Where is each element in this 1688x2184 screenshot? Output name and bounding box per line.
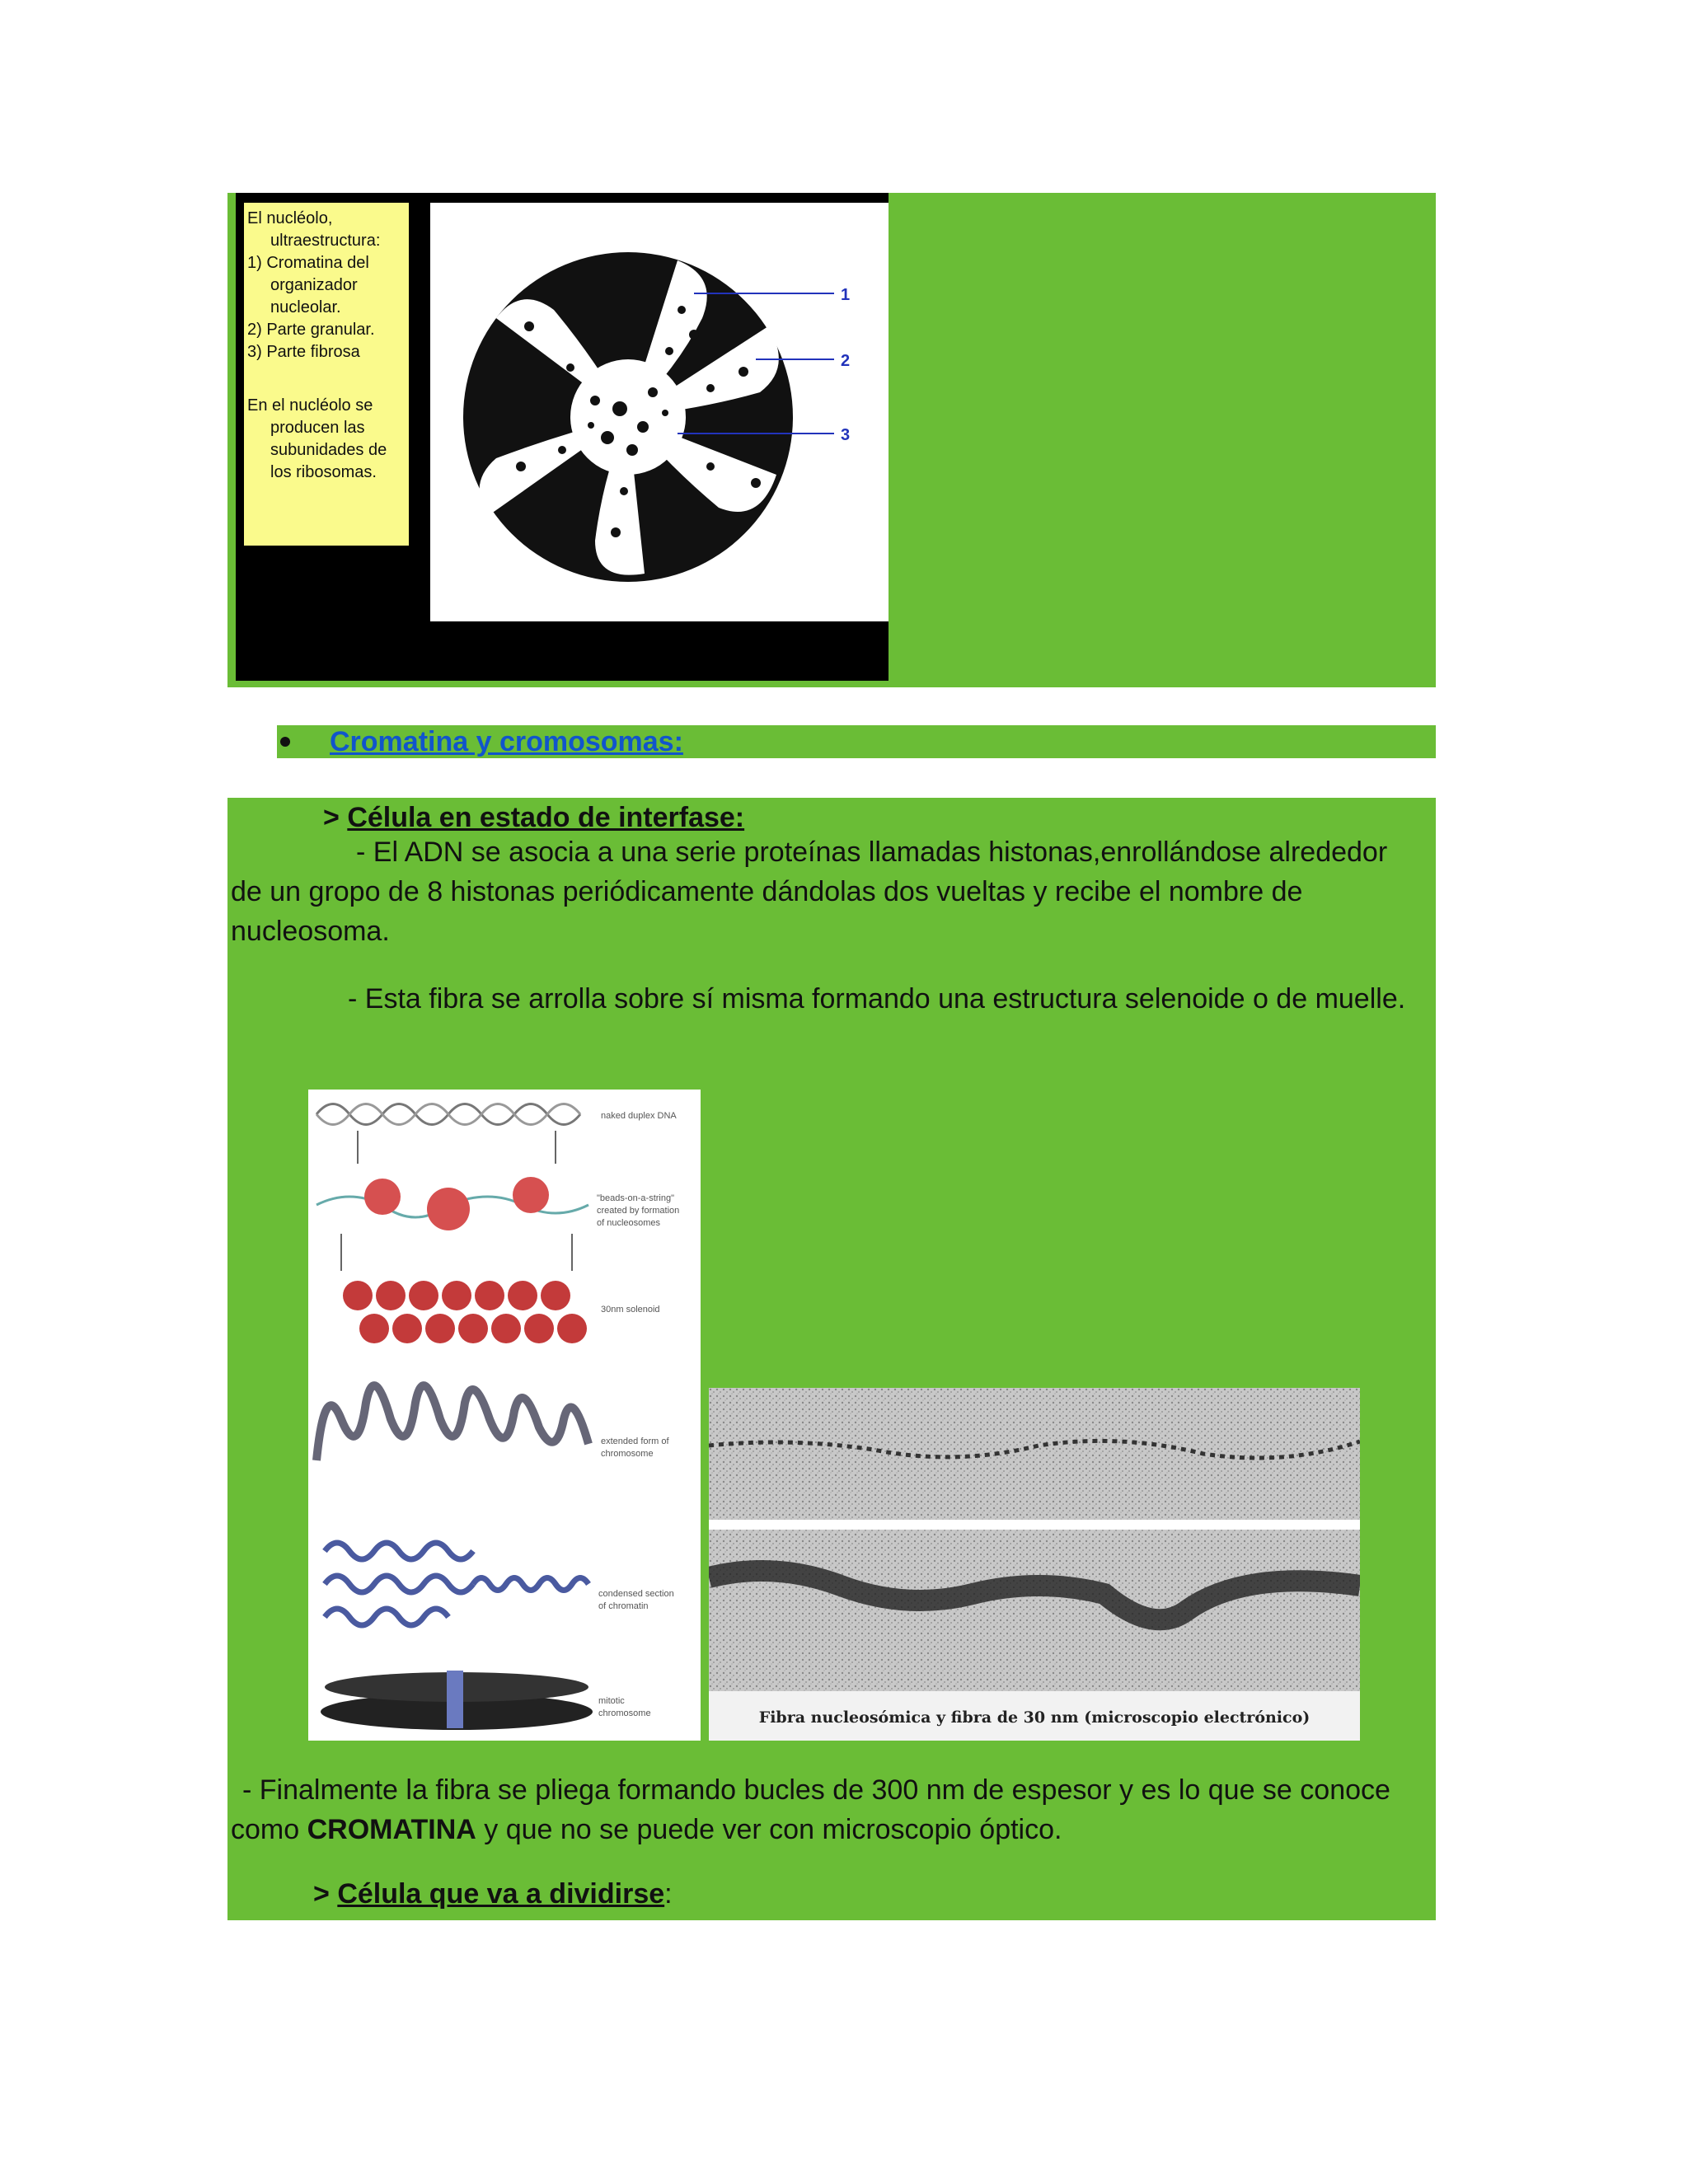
label-beads-3: of nucleosomes [597,1218,661,1228]
label-mitotic-1: mitotic [598,1696,625,1706]
micrograph-caption: Fibra nucleosómica y fibra de 30 nm (microscopio electrónico) [758,1708,1311,1727]
interphase-subheading [323,798,744,837]
nucleolus-drawing [430,203,889,621]
caption-note: En el nucléolo se producen las subunidades de los ribosomas. [247,396,387,481]
label-condensed-2: of chromatin [598,1601,649,1611]
final-paragraph [231,1770,1418,1849]
section-heading-bar [277,725,1436,758]
interphase-prefix: > [323,802,348,833]
dividing-subheading [313,1874,673,1914]
electron-micrograph [709,1388,1360,1741]
interphase-title: Célula en estado de interfase: [347,802,745,833]
label-beads-2: created by formation [597,1206,680,1216]
label-naked-dna: naked duplex DNA [601,1111,677,1121]
section-heading-link[interactable]: Cromatina y cromosomas: [330,725,683,757]
caption-title-2: ultraestructura: [270,232,381,250]
nucleolus-caption [244,203,409,546]
interphase-paragraph-2: - Esta fibra se arrolla sobre sí misma formando una estructura selenoide o de muelle. [348,983,1406,1015]
section-heading [277,725,683,758]
final-text-before: - Finalmente la fibra se pliega formando bucles de 300 nm de espesor y es lo que se conoce como [231,1774,1390,1845]
nucleolus-illustration [430,203,889,621]
callout-1: 1 [841,286,851,304]
micrograph-image [709,1388,1360,1741]
dividing-prefix: > [313,1878,338,1910]
dividing-title: Célula que va a dividirse [337,1878,665,1910]
caption-title-1: El nucléolo, [247,209,333,227]
caption-item-2: 2) Parte granular. [247,321,375,339]
chromatin-compaction-diagram [308,1090,701,1741]
caption-item-3: 3) Parte fibrosa [247,343,360,361]
interphase-paragraph-1: - El ADN se asocia a una serie proteínas llamadas histonas,enrollándose alrededor de un gropo de 8 histonas periódicamente dándolas dos vueltas y recibe el nombre de nucleosoma. [231,837,1388,947]
label-extended-2: chromosome [601,1449,654,1459]
final-text-after: y que no se puede ver con microscopio óptico. [476,1814,1062,1845]
callout-3: 3 [841,426,851,444]
chromatin-illustration [308,1090,701,1741]
label-extended-1: extended form of [601,1436,669,1446]
label-condensed-1: condensed section [598,1589,674,1599]
label-beads-1: "beads-on-a-string" [597,1193,675,1203]
callout-2: 2 [841,352,851,370]
label-solenoid: 30nm solenoid [601,1305,660,1315]
bullet-icon [280,737,290,747]
nucleolus-figure [236,193,889,681]
caption-item-1: 1) Cromatina del organizador nucleolar. [247,254,369,316]
final-text-bold: CROMATINA [307,1814,476,1845]
chromatin-section [227,798,1436,1920]
label-mitotic-2: chromosome [598,1708,651,1718]
dividing-suffix: : [664,1878,673,1910]
nucleolus-section [227,193,1436,687]
